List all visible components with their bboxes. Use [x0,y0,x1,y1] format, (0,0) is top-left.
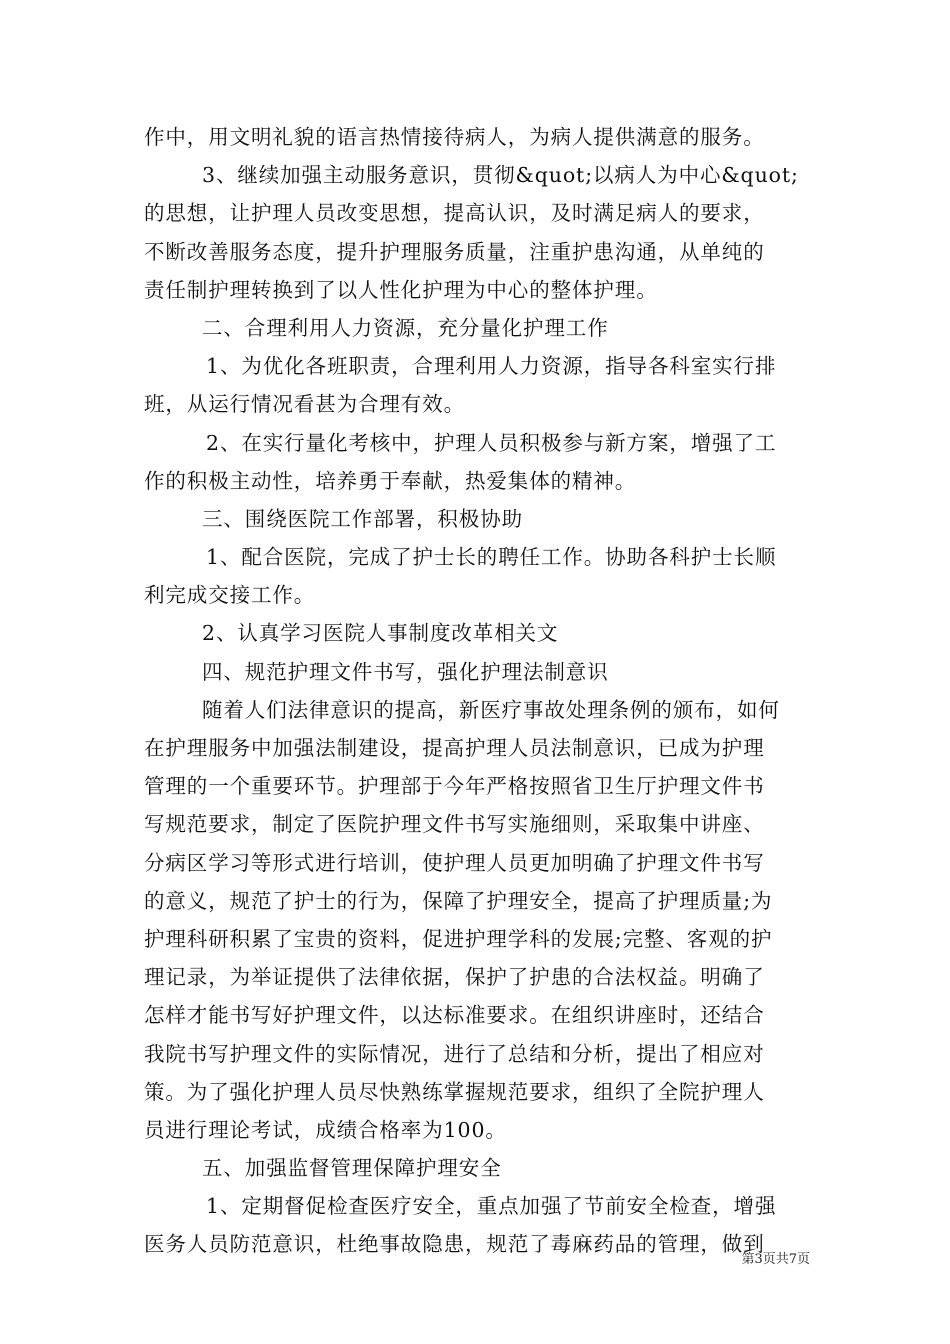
text-line: 理记录，为举证提供了法律依据，保护了护患的合法权益。明确了 [144,965,765,990]
text-line: 写规范要求，制定了医院护理文件书写实施细则，采取集中讲座、 [144,812,765,837]
body-text [144,118,809,1264]
text-line: 的意义，规范了护士的行为，保障了护理安全，提高了护理质量;为 [144,888,773,913]
text-line: 3、继续加强主动服务意识，贯彻&quot;以病人为中心&quot; [202,163,799,188]
section-heading: 三、围绕医院工作部署，积极协助 [202,506,523,531]
text-line: 1、配合医院，完成了护士长的聘任工作。协助各科护士长顺 [206,545,777,570]
text-line: 作的积极主动性，培养勇于奉献，热爱集体的精神。 [144,468,637,493]
page-number: 第3页共7页 [741,1252,810,1267]
text-line: 2、在实行量化考核中，护理人员积极参与新方案，增强了工 [206,430,777,455]
text-line: 分病区学习等形式进行培训，使护理人员更加明确了护理文件书写 [144,850,765,875]
text-line: 护理科研积累了宝贵的资料，促进护理学科的发展;完整、客观的护 [144,926,773,951]
text-line: 医务人员防范意识，杜绝事故隐患，规范了毒麻药品的管理，做到 [144,1232,765,1257]
text-line: 的思想，让护理人员改变思想，提高认识，及时满足病人的要求， [144,201,765,226]
text-line: 策。为了强化护理人员尽快熟练掌握规范要求，组织了全院护理人 [144,1079,765,1104]
text-line: 1、定期督促检查医疗安全，重点加强了节前安全检查，增强 [206,1194,777,1219]
text-line: 作中，用文明礼貌的语言热情接待病人，为病人提供满意的服务。 [144,125,765,149]
text-line: 我院书写护理文件的实际情况，进行了总结和分析，提出了相应对 [144,1041,765,1066]
text-line: 管理的一个重要环节。护理部于今年严格按照省卫生厅护理文件书 [144,774,765,799]
text-line: 责任制护理转换到了以人性化护理为中心的整体护理。 [144,277,658,302]
text-line: 1、为优化各班职责，合理利用人力资源，指导各科室实行排 [206,354,777,379]
section-heading: 四、规范护理文件书写，强化护理法制意识 [202,659,609,684]
text-line: 利完成交接工作。 [144,583,316,608]
text-line: 随着人们法律意识的提高，新医疗事故处理条例的颁布，如何 [202,697,780,722]
section-heading: 二、合理利用人力资源，充分量化护理工作 [202,315,609,340]
text-line: 员进行理论考试，成绩合格率为100。 [144,1117,507,1142]
text-line: 班，从运行情况看甚为合理有效。 [144,392,465,417]
text-line: 不断改善服务态度，提升护理服务质量，注重护患沟通，从单纯的 [144,239,765,264]
text-line: 2、认真学习医院人事制度改革相关文 [202,621,559,646]
text-line: 怎样才能书写好护理文件，以达标准要求。在组织讲座时，还结合 [144,1003,765,1028]
section-heading: 五、加强监督管理保障护理安全 [202,1156,502,1181]
text-line: 在护理服务中加强法制建设，提高护理人员法制意识，已成为护理 [144,736,765,760]
